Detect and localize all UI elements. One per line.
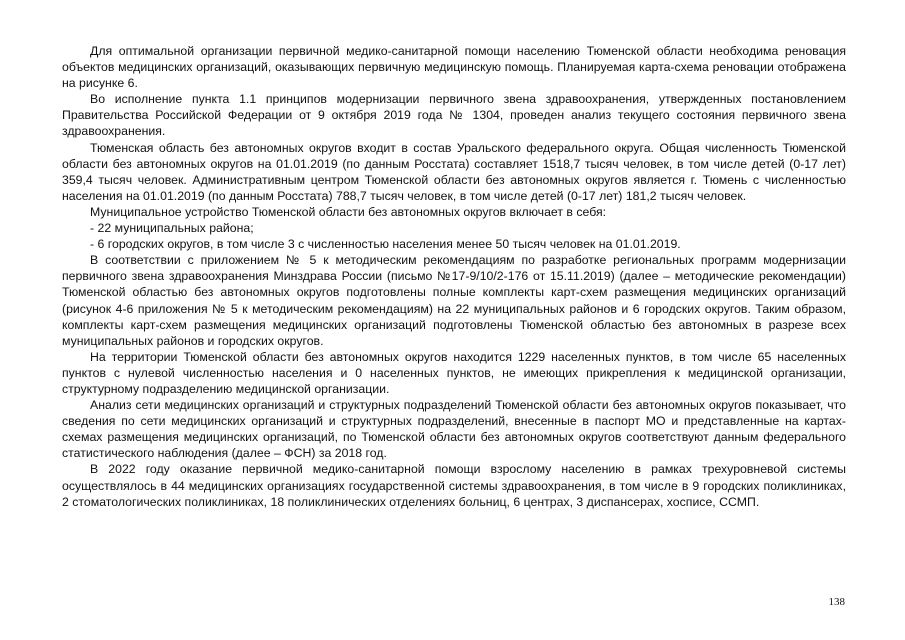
- paragraph-network-analysis: Анализ сети медицинских организаций и структурных подразделений Тюменской области без автономных округов показывает, что сведения по сети медицинских организаций и структурных подразделений, внесенные в паспорт МО и представленные на картах-схемах размещения медицинских организаций, по Тюменской области без автономных округов соответствуют данным федерального статистического наблюдения (далее – ФСН) за 2018 год.: [62, 398, 846, 461]
- list-item-urban-districts: - 6 городских округов, в том числе 3 с численностью населения менее 50 тысяч человек на 01.01.2019.: [90, 237, 681, 252]
- paragraph-settlements: На территории Тюменской области без автономных округов находится 1229 населенных пунктов, в том числе 65 населенных пунктов с нулевой численностью населения и 0 населенных пунктов, не имеющих прикрепления к медицинской организации, структурному подразделению медицинской организации.: [62, 349, 846, 396]
- paragraph-population: Тюменская область без автономных округов входит в состав Уральского федерального округа. Общая численность Тюменской области без автономных округов на 01.01.2019 (по данным Росстата) составляет 1518,7 тысяч человек, в том числе детей (0-17 лет) 359,4 тысяч человек. Административным центром Тюменской области без автономных округов является г. Тюмень с численностью населения на 01.01.2019 (по данным Росстата) 788,7 тысяч человек, в том числе детей (0-17 лет) 181,2 тысяч человек.: [62, 140, 846, 203]
- paragraph-primary-care-2022: В 2022 году оказание первичной медико-санитарной помощи взрослому населению в рамках трехуровневой системы осуществлялось в 44 медицинских организациях государственной системы здравоохранения, в том числе в 9 городских поликлиниках, 2 стоматологических поликлиниках, 18 поликлинических отделениях больниц, 6 центрах, 3 диспансерах, хосписе, ССМП.: [62, 462, 846, 509]
- list-item-municipal-districts: - 22 муниципальных района;: [90, 221, 254, 236]
- paragraph-renovation: Для оптимальной организации первичной медико-санитарной помощи населению Тюменской области необходима реновация объектов медицинских организаций, оказывающих первичную медицинскую помощь. Планируемая карта-схема реновации отображена на рисунке 6.: [62, 44, 846, 91]
- page-number: 138: [828, 596, 845, 608]
- document-body: [62, 43, 846, 510]
- paragraph-municipal-structure: Муниципальное устройство Тюменской области без автономных округов включает в себя:: [90, 204, 607, 219]
- paragraph-modernization-analysis: Во исполнение пункта 1.1 принципов модернизации первичного звена здравоохранения, утвержденных постановлением Правительства Российской Федерации от 9 октября 2019 года № 1304, проведен анализ текущего состояния первичного звена здравоохранения.: [62, 92, 846, 139]
- paragraph-map-schemes: В соответствии с приложением № 5 к методическим рекомендациям по разработке региональных программ модернизации первичного звена здравоохранения Минздрава России (письмо №17-9/10/2-176 от 15.11.2019) (далее – методические рекомендации) Тюменской областью без автономных округов подготовлены полные комплекты карт-схем размещения медицинских организаций (рисунок 4-6 приложения № 5 к методическим рекомендациям) на 22 муниципальных районов и 6 городских округов. Таким образом, комплекты карт-схем размещения медицинских организаций подготовлены Тюменской областью без автономных в разрезе всех муниципальных районов и городских округов.: [62, 253, 846, 348]
